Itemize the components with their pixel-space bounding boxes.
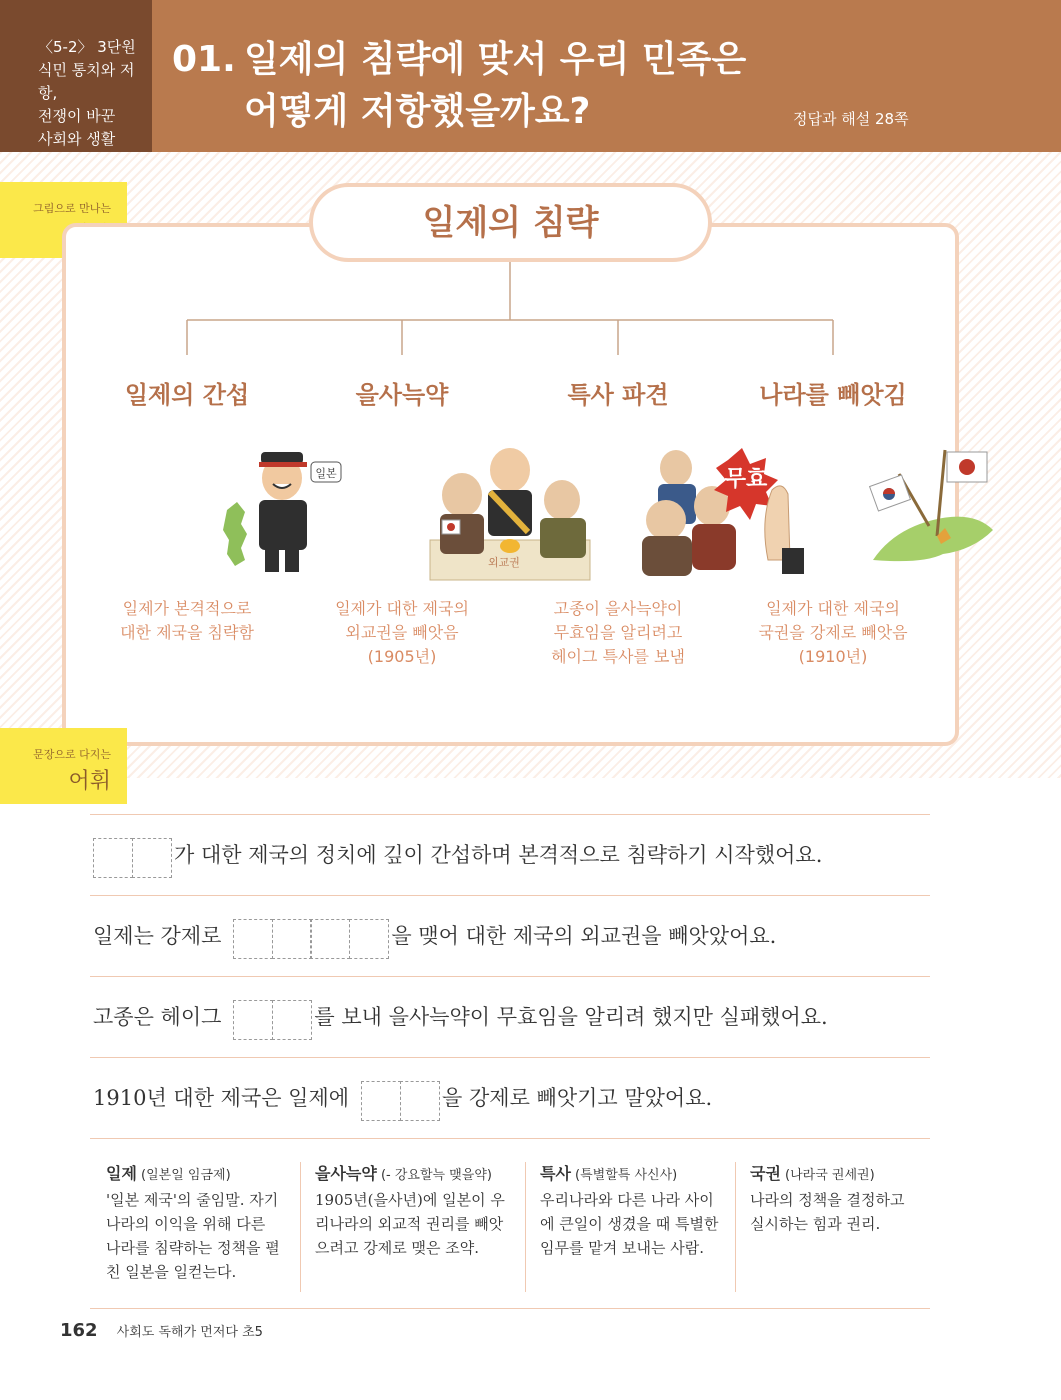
desc-line: 일제가 대한 제국의 (766, 599, 900, 618)
page-number: 162 (60, 1320, 98, 1341)
gloss-line: 실시하는 힘과 권리. (750, 1215, 881, 1233)
sentence-text: 을 강제로 빼앗기고 말았어요. (442, 1086, 713, 1110)
gloss-hanja: (- 강요할늑 맺을약) (376, 1168, 492, 1183)
gloss-line: 나라의 이익을 위해 다른 (106, 1215, 266, 1233)
desc-line: (1905년) (367, 647, 437, 666)
sentence-text: 을 맺어 대한 제국의 외교권을 빼앗았어요. (391, 924, 777, 948)
gloss-line: 임무를 맡겨 보내는 사람. (540, 1239, 704, 1257)
tag-big: 어휘 (68, 769, 111, 794)
glossary-entry (750, 1162, 925, 1236)
gloss-line: 친 일본을 일컫는다. (106, 1263, 237, 1281)
column-heading: 나라를 빼앗김 (759, 381, 907, 409)
gloss-line: 나라의 정책을 결정하고 (750, 1191, 905, 1209)
gloss-term: 특사 (540, 1164, 571, 1183)
desc-line: 대한 제국을 침략함 (120, 623, 254, 642)
japanese-soldier-illustration (187, 440, 397, 585)
title-line: 어떻게 저항했을까요? (244, 91, 591, 132)
divider (90, 814, 930, 815)
answer-reference: 정답과 해설 28쪽 (793, 110, 909, 128)
gloss-line: 리나라의 외교적 권리를 빼앗 (315, 1215, 504, 1233)
gloss-line: 나라를 침략하는 정책을 펼 (106, 1239, 280, 1257)
sentence-text: 가 대한 제국의 정치에 깊이 간섭하며 본격적으로 침략하기 시작했어요. (174, 843, 823, 867)
column-separator (735, 1162, 736, 1292)
desc-line: 고종이 을사늑약이 (553, 599, 683, 618)
gloss-line: 에 큰일이 생겼을 때 특별한 (540, 1215, 719, 1233)
gloss-term: 국권 (750, 1164, 781, 1183)
unit-line: 전쟁이 바꾼 (38, 107, 116, 125)
answer-blank[interactable] (233, 916, 387, 959)
sentence-text: 고종은 헤이그 (93, 1005, 222, 1029)
concept-title: 일제의 침략 (309, 183, 712, 262)
tag-small: 그림으로 만나는 (33, 202, 111, 215)
desc-line: 헤이그 특사를 보냄 (551, 647, 685, 666)
desc-line: 일제가 본격적으로 (122, 599, 252, 618)
column-description (728, 597, 938, 669)
desc-line: 외교권을 빼앗음 (345, 623, 459, 642)
glossary-entry (106, 1162, 290, 1284)
sentence-text: 일제는 강제로 (93, 924, 222, 948)
column-description (513, 597, 723, 669)
sentence-text: 1910년 대한 제국은 일제에 (93, 1086, 350, 1110)
treaty-label: 외교권 (488, 556, 520, 569)
column-heading: 을사늑약 (355, 381, 449, 409)
lesson-number: 01. (172, 39, 236, 80)
desc-line: 국권을 강제로 빼앗음 (758, 623, 908, 642)
fill-in-sentence (93, 834, 822, 876)
vocab-tag (0, 728, 127, 804)
answer-blank[interactable] (233, 997, 310, 1040)
gloss-hanja: (특별할특 사신사) (570, 1168, 678, 1183)
sentence-text: 를 보내 을사늑약이 무효임을 알리려 했지만 실패했어요. (314, 1005, 828, 1029)
gloss-term: 일제 (106, 1164, 137, 1183)
divider (90, 1138, 930, 1139)
title-line: 일제의 침략에 맞서 우리 민족은 (244, 39, 747, 80)
book-title: 사회도 독해가 먼저다 초5 (116, 1325, 263, 1340)
column-separator (300, 1162, 301, 1292)
fill-in-sentence (93, 1077, 712, 1119)
divider (90, 976, 930, 977)
answer-blank[interactable] (93, 835, 170, 878)
column-description (297, 597, 507, 669)
divider (90, 1057, 930, 1058)
treaty-signing-illustration (402, 440, 612, 585)
tag-small: 문장으로 다지는 (33, 748, 111, 761)
page-title (172, 34, 746, 138)
fill-in-sentence (93, 915, 776, 957)
fill-in-sentence (93, 996, 828, 1038)
desc-line: (1910년) (798, 647, 868, 666)
unit-label (0, 0, 152, 152)
column-heading: 특사 파견 (567, 381, 669, 409)
unit-line: 사회와 생활 (38, 130, 116, 148)
page-header (0, 0, 1061, 152)
gloss-line: 우리나라와 다른 나라 사이 (540, 1191, 714, 1209)
page-footer (60, 1320, 263, 1341)
desc-line: 무효임을 알리려고 (553, 623, 683, 642)
column-heading: 일제의 간섭 (124, 381, 250, 409)
unit-line: 〈5-2〉 3단원 (38, 38, 136, 56)
desc-line: 일제가 대한 제국의 (335, 599, 469, 618)
speech-bubble-text: 일본 (315, 467, 337, 480)
gloss-term: 을사늑약 (315, 1164, 377, 1183)
gloss-line: 으려고 강제로 맺은 조약. (315, 1239, 479, 1257)
divider (90, 895, 930, 896)
unit-line: 식민 통치와 저항, (38, 61, 135, 102)
gloss-line: 1905년(을사년)에 일본이 우 (315, 1191, 505, 1209)
glossary-entry (540, 1162, 730, 1260)
column-description (82, 597, 292, 645)
gloss-hanja: (나라국 권세권) (780, 1168, 875, 1183)
annexation-illustration (833, 440, 1043, 585)
answer-blank[interactable] (361, 1078, 438, 1121)
column-separator (525, 1162, 526, 1292)
gloss-hanja: (일본일 임금제) (136, 1168, 231, 1183)
divider (90, 1308, 930, 1309)
envoy-illustration (618, 440, 828, 585)
nullity-label: 무효 (724, 467, 768, 492)
glossary-entry (315, 1162, 515, 1260)
gloss-line: '일본 제국'의 줄임말. 자기 (106, 1191, 279, 1209)
